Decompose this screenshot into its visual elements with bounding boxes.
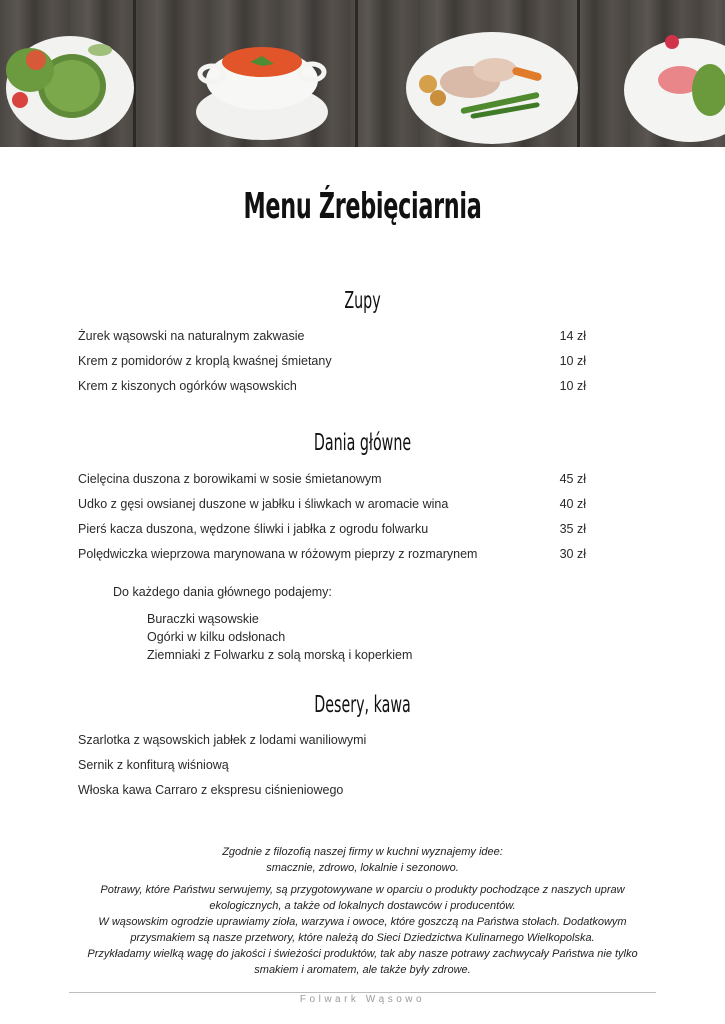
side-dishes-note: Do każdego dania głównego podajemy:	[113, 585, 332, 599]
menu-item-name: Krem z pomidorów z kroplą kwaśnej śmietany	[78, 354, 332, 368]
menu-item-price: 35 zł	[559, 522, 586, 536]
philosophy-text-line: Potrawy, które Państwu serwujemy, są przygotowywane w oparciu o produkty pochodzące z naszych upraw	[100, 884, 625, 896]
side-dish-item: Buraczki wąsowskie	[147, 612, 259, 626]
section-title-soups: Zupy	[344, 288, 381, 314]
menu-item-price: 10 zł	[559, 354, 586, 368]
menu-item-name: Żurek wąsowski na naturalnym zakwasie	[78, 329, 305, 343]
menu-item-price: 40 zł	[559, 497, 586, 511]
menu-item-name: Polędwiczka wieprzowa marynowana w różowym pieprzy z rozmarynem	[78, 547, 478, 561]
philosophy-intro: Zgodnie z filozofią naszej firmy w kuchni wyznajemy idee:	[222, 846, 503, 858]
menu-item-price: 45 zł	[559, 472, 586, 486]
menu-item-name: Cielęcina duszona z borowikami w sosie śmietanowym	[78, 472, 382, 486]
philosophy-motto: smacznie, zdrowo, lokalnie i sezonowo.	[266, 862, 459, 874]
footer-divider	[69, 992, 656, 993]
menu-item-price: 14 zł	[559, 329, 586, 343]
menu-item-price: 10 zł	[559, 379, 586, 393]
menu-item-name: Szarlotka z wąsowskich jabłek z lodami waniliowymi	[78, 733, 367, 747]
footer-brand: Folwark Wąsowo	[299, 994, 426, 1005]
menu-item-name: Sernik z konfiturą wiśniową	[78, 758, 229, 772]
menu-item-name: Włoska kawa Carraro z ekspresu ciśnieniowego	[78, 783, 344, 797]
section-title-desserts: Desery, kawa	[314, 692, 411, 718]
section-title-mains: Dania główne	[313, 430, 412, 456]
menu-item-name: Krem z kiszonych ogórków wąsowskich	[78, 379, 297, 393]
duck-plate-photo	[406, 32, 578, 144]
philosophy-text-line: Przykładamy wielką wagę do jakości i świeżości produktów, tak aby nasze potrawy zachwycały Państwa nie tylko	[87, 948, 638, 960]
side-dish-item: Ziemniaki z Folwarku z solą morską i koperkiem	[147, 648, 413, 662]
philosophy-text-line: W wąsowskim ogrodzie uprawiamy zioła, warzywa i owoce, które goszczą na Państwa stołach. Dodatkowym	[98, 916, 627, 928]
philosophy-text-line: smakiem i aromatem, ale także były zdrowe.	[254, 964, 471, 976]
philosophy-text-line: przysmakiem są nasze przetwory, które należą do Sieci Dziedzictwa Kulinarnego Wielkopolska.	[130, 932, 595, 944]
stuffed-zucchini-photo	[6, 36, 134, 140]
menu-item-name: Udko z gęsi owsianej duszone w jabłku i śliwkach w aromacie wina	[78, 497, 449, 511]
salad-photo	[624, 35, 725, 142]
side-dish-item: Ogórki w kilku odsłonach	[147, 630, 286, 644]
tomato-soup-photo	[196, 47, 328, 140]
menu-title: Menu Źrebięciarnia	[243, 186, 482, 227]
philosophy-text-line: ekologicznych, a także od lokalnych dostawców i producentów.	[209, 900, 516, 912]
food-photo-banner	[0, 0, 725, 147]
menu-item-name: Pierś kacza duszona, wędzone śliwki i jabłka z ogrodu folwarku	[78, 522, 429, 536]
menu-item-price: 30 zł	[559, 547, 586, 561]
